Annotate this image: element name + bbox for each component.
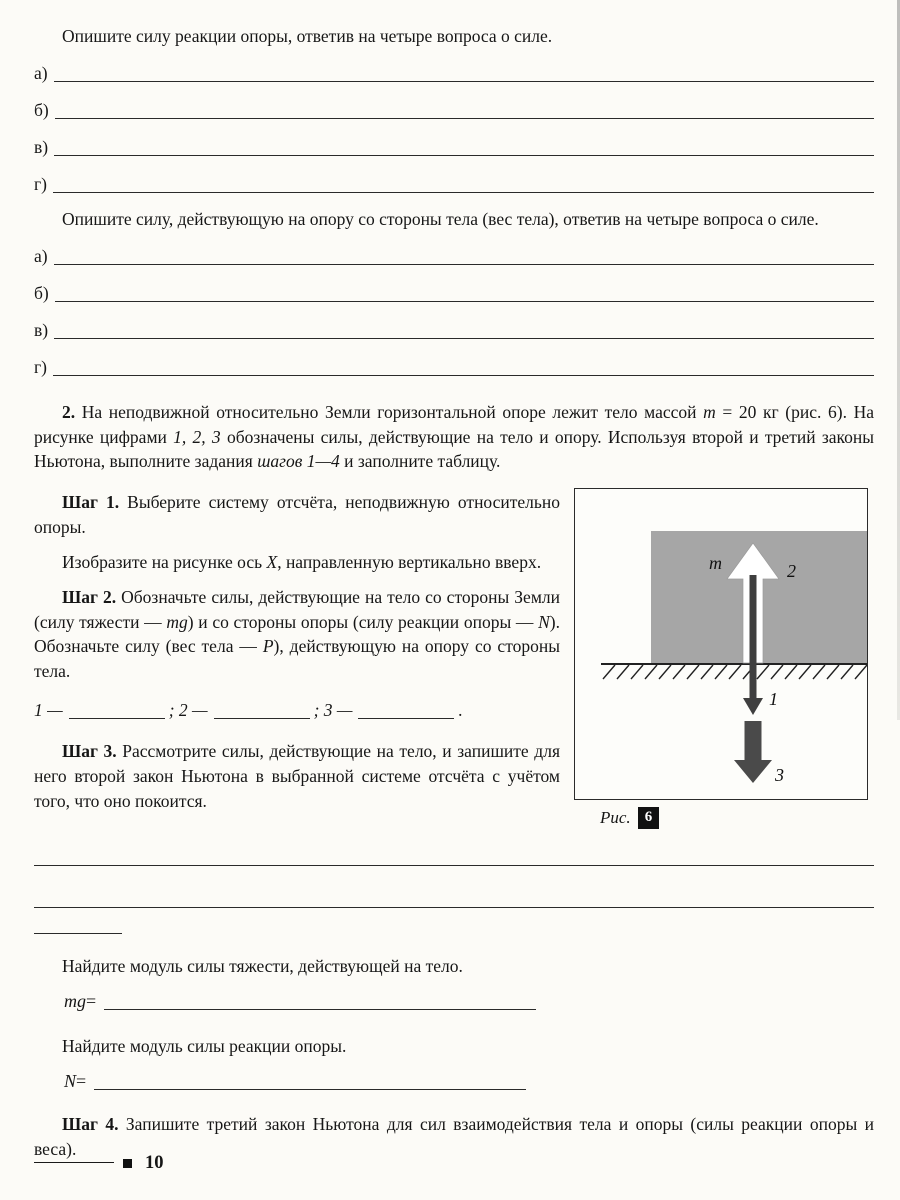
steps-column (34, 488, 560, 829)
arrow1-label: 1 (769, 689, 778, 710)
section2-intro: Опишите силу, действующую на опору со стороны тела (вес тела), ответив на четыре вопроса о силе. (62, 208, 819, 229)
steps-range: шагов 1—4 (257, 451, 340, 472)
find-gravity-text: Найдите модуль силы тяжести, действующей на тело. (62, 956, 463, 977)
writing-line (94, 1089, 526, 1090)
steps-and-figure (34, 488, 874, 829)
step1-paragraph2: Изобразите на рисунке ось X, направленную вертикально вверх. (62, 551, 542, 572)
figure-frame (574, 488, 868, 800)
writing-line (53, 375, 874, 376)
row-letter: в) (34, 136, 49, 157)
writing-line (69, 718, 165, 719)
section1-blanks (34, 49, 874, 197)
row-letter: а) (34, 62, 48, 83)
writing-line (54, 338, 874, 339)
force3-label: ; 3 — (313, 700, 353, 721)
figure-number-badge: 6 (638, 807, 660, 829)
writing-line (54, 155, 874, 156)
step1-paragraph: Шаг 1. Выберите систему отсчёта, неподвижную относительно опоры. (34, 492, 560, 538)
figure-caption-text: Рис. (600, 808, 631, 828)
normal-formula-row (64, 1071, 874, 1094)
writing-line (54, 81, 874, 82)
writing-line (53, 192, 874, 193)
equals-sign: = (86, 991, 97, 1012)
section2-blanks (34, 232, 874, 380)
var-m: m (703, 401, 716, 422)
figure-caption (600, 807, 874, 829)
task2-paragraph: 2. На неподвижной относительно Земли горизонтальной опоре лежит тело массой m = 20 кг (рис. 6). На рисунке цифрами 1, 2, 3 обозначены силы, действующие на тело и опору. Используя второй и третий законы Ньютона, выполните задания шагов 1—4 и заполните таблицу. (34, 401, 875, 472)
var-p: P (262, 636, 274, 657)
writing-line (104, 1009, 536, 1010)
writing-line (55, 118, 874, 119)
answer-row-v (34, 306, 874, 343)
row-letter: б) (34, 99, 49, 120)
gravity-formula-row (64, 991, 874, 1014)
answer-row-a (34, 232, 874, 269)
forces-blanks-line (34, 700, 560, 723)
page-footer (34, 1153, 164, 1174)
row-letter: г) (34, 356, 48, 377)
force-numbers: 1, 2, 3 (173, 426, 221, 447)
answer-row-g (34, 343, 874, 380)
writing-line (34, 933, 122, 934)
answer-row-b (34, 86, 874, 123)
equals-sign: = (76, 1070, 87, 1091)
writing-line (55, 301, 874, 302)
var-n: N (538, 611, 550, 632)
row-letter: г) (34, 173, 48, 194)
answer-row-g (34, 160, 874, 197)
step3-label: Шаг 3. (62, 741, 117, 762)
var-mg: mg (166, 611, 188, 632)
section1-intro: Опишите силу реакции опоры, ответив на четыре вопроса о силе. (62, 26, 553, 46)
step4-label: Шаг 4. (62, 1113, 119, 1134)
arrow2-label: 2 (787, 561, 796, 582)
writing-line (54, 264, 874, 265)
row-letter: а) (34, 245, 48, 266)
footer-square-marker (123, 1159, 132, 1168)
writing-line (34, 907, 874, 908)
footer-line (34, 1162, 114, 1163)
surface-hatching (603, 665, 867, 679)
writing-line (34, 865, 874, 866)
step1-label: Шаг 1. (62, 492, 120, 513)
weight-force-arrow-down (734, 721, 772, 783)
arrow3-label: 3 (775, 765, 784, 786)
step2-label: Шаг 2. (62, 586, 117, 607)
axis-x: X (266, 551, 278, 572)
answer-row-a (34, 49, 874, 86)
task-number: 2. (62, 401, 76, 422)
step4-paragraph: Шаг 4. Запишите третий закон Ньютона для сил взаимодействия тела и опоры (силы реакции опоры и веса). (34, 1113, 875, 1159)
formula-mg: mg (64, 991, 86, 1012)
row-letter: б) (34, 282, 49, 303)
row-letter: в) (34, 319, 49, 340)
writing-line (214, 718, 310, 719)
figure-6-diagram (575, 489, 867, 799)
writing-line (358, 718, 454, 719)
step3-paragraph: Шаг 3. Рассмотрите силы, действующие на тело, и запишите для него второй закон Ньютона в выбранной системе отсчёта с учётом того, что оно покоится. (34, 741, 560, 811)
force2-label: ; 2 — (168, 700, 208, 721)
page-number: 10 (145, 1153, 164, 1173)
mass-label: m (709, 553, 722, 574)
period: . (458, 700, 463, 721)
find-normal-text: Найдите модуль силы реакции опоры. (62, 1036, 347, 1057)
formula-n: N (64, 1070, 77, 1091)
figure-column (574, 488, 874, 829)
answer-row-v (34, 123, 874, 160)
force1-label: 1 — (34, 700, 63, 721)
step2-paragraph: Шаг 2. Обозначьте силы, действующие на тело со стороны Земли (силу тяжести — mg) и со стороны опоры (силу реакции опоры — N). Обозначьте силу (вес тела — P), действующую на опору со стороны тела. (34, 586, 560, 682)
answer-row-b (34, 269, 874, 306)
